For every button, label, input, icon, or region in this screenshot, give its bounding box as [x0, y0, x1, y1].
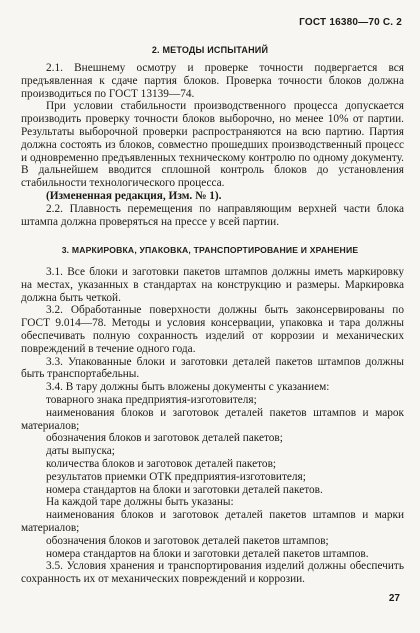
section-heading-test-methods: 2. МЕТОДЫ ИСПЫТАНИЙ — [151, 45, 269, 55]
section-body-marking-packaging — [21, 266, 404, 586]
list-item: даты выпуска; — [46, 445, 115, 458]
paragraph: 3.1. Все блоки и заготовки пакетов штампов должны иметь маркировку на местах, указанных в стандартах на конструкцию и размеры. Маркировка должна быть четкой. — [21, 266, 404, 304]
page-number: 27 — [388, 593, 400, 604]
section-body-test-methods — [21, 62, 404, 228]
list-item: наименования блоков и заготовок деталей пакетов штампов и марок материалов; — [21, 406, 404, 432]
paragraph: На каждой таре должны быть указаны: — [46, 496, 234, 509]
list-item: наименования блоков и заготовок деталей пакетов штампов и марки материалов; — [21, 509, 404, 534]
list-item: обозначения блоков и заготовок деталей пакетов штампов; — [46, 534, 329, 547]
paragraph: При условии стабильности производственного процесса допускается производить проверку точности блоков выборочно, но менее 10% от партии. Результаты выборочной проверки распространяются на всю партию. Партия должна состоять из блоков, совместно прошедших производственный процесс и одновременно предъявленных техническому контролю по одному документу. В дальнейшем вводится сплошной контроль блоков до установления стабильности технологического процесса. — [21, 100, 404, 190]
paragraph: 3.5. Условия хранения и транспортирования изделий должны обеспечить сохранность их от механических повреждений и коррозии. — [21, 560, 404, 586]
running-header: ГОСТ 16380—70 С. 2 — [299, 17, 402, 28]
list-item: результатов приемки ОТК предприятия-изготовителя; — [46, 470, 306, 483]
paragraph: 3.2. Обработанные поверхности должны быть законсервированы по ГОСТ 9.014—78. Методы и условия консервации, упаковка и тара должны обеспечивать полную сохранность изделий от коррозии и механических повреждений в течение одного года. — [21, 304, 404, 355]
list-item: товарного знака предприятия-изготовителя; — [46, 393, 257, 406]
list-item: номера стандартов на блоки и заготовки деталей пакетов. — [46, 483, 323, 496]
paragraph: 3.4. В тару должны быть вложены документы с указанием: — [46, 381, 330, 394]
list-item: номера стандартов на блоки и заготовки деталей пакетов штампов. — [46, 547, 369, 560]
list-item: количества блоков и заготовок деталей пакетов; — [46, 457, 277, 470]
paragraph: 2.1. Внешнему осмотру и проверке точности подвергается вся предъявленная к сдаче партия блоков. Проверка точности блоков должна производиться по ГОСТ 13139—74. — [21, 62, 404, 100]
paragraph: 2.2. Плавность перемещения по направляющим верхней части блока штампа должна проверяться на прессе у всей партии. — [21, 202, 404, 228]
paragraph: 3.3. Упакованные блоки и заготовки деталей пакетов штампов должны быть транспортабельны. — [21, 355, 404, 381]
section-heading-marking-packaging: 3. МАРКИРОВКА, УПАКОВКА, ТРАНСПОРТИРОВАНИЕ И ХРАНЕНИЕ — [61, 245, 359, 255]
list-item: обозначения блоков и заготовок деталей пакетов; — [46, 432, 283, 445]
amendment-note: (Измененная редакция, Изм. № 1). — [46, 189, 222, 202]
